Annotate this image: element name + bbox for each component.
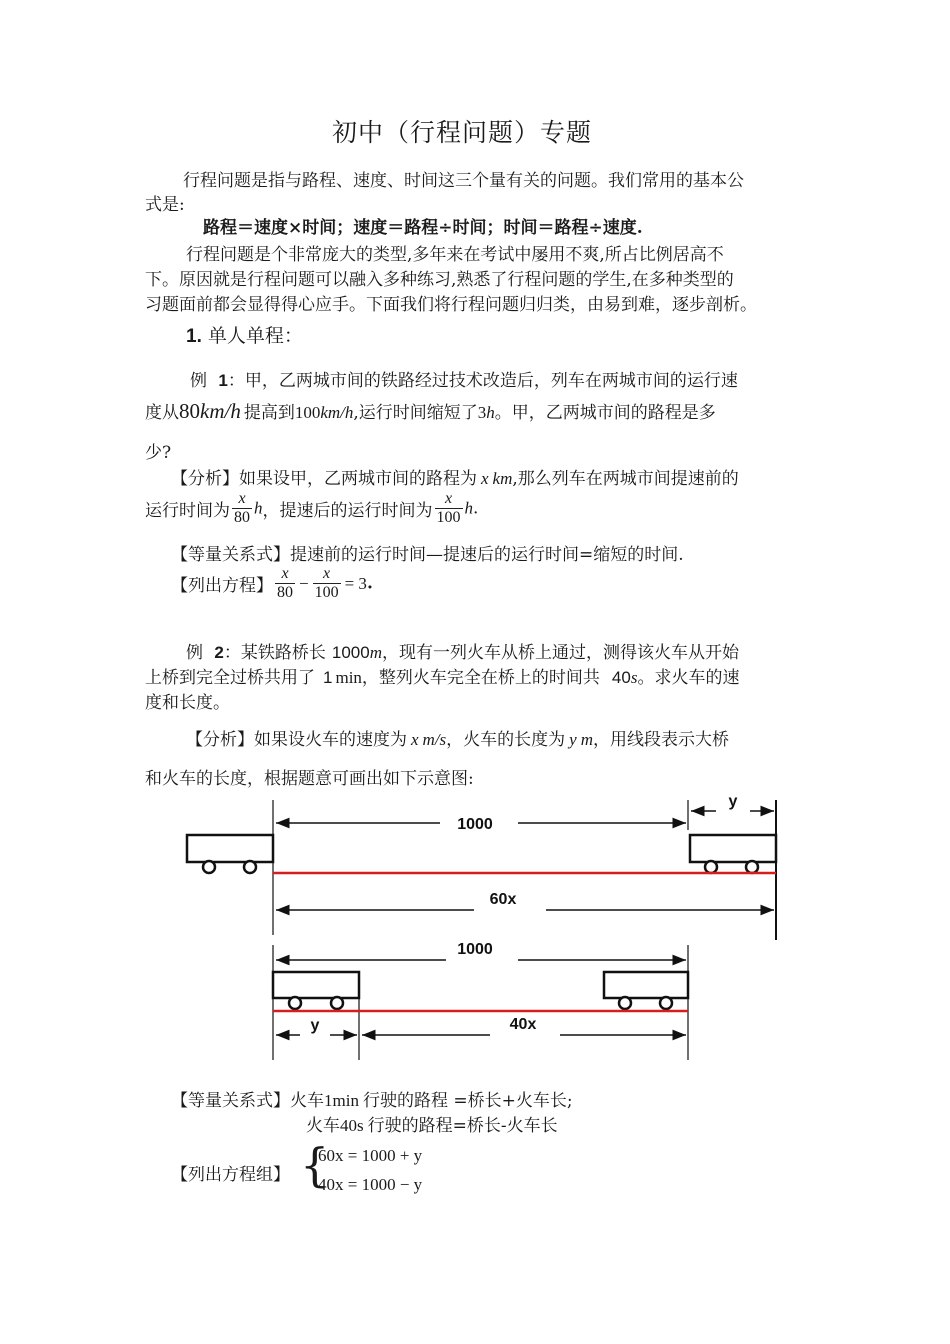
label-60x: 60x	[489, 891, 517, 908]
fraction-x-over-100: $\frac{x}{100}$	[436, 490, 461, 526]
example1-analysis-line2: 运行时间为 $\frac{x}{80}$ h，提速后的运行时间为 $\frac{x}{100}$ h.	[145, 490, 479, 526]
total-time: 1	[323, 668, 333, 687]
on-bridge-time: 40	[611, 668, 631, 687]
example-label: 例	[190, 371, 207, 391]
unit-m: m	[580, 730, 593, 749]
example1-relation: 【等量关系式】提速前的运行时间—提速后的运行时间=缩短的时间.	[171, 545, 684, 565]
bridge-length: 1000	[331, 643, 370, 662]
example1-line2: 度从80km/h 提高到100km/h,运行时间缩短了3h。甲，乙两城市间的路程是多	[145, 399, 716, 423]
fraction-x-over-100: $\frac{x}{100}$	[314, 565, 339, 601]
example2-line2: 上桥到完全过桥共用了 1 min，整列火车完全在桥上的时间共 40s。求火车的速	[145, 668, 740, 688]
unit-kmh: km/h	[320, 403, 354, 422]
system-tag: 【列出方程组】	[171, 1165, 290, 1185]
example-number: 2	[214, 643, 224, 662]
example1-analysis-line1: 【分析】如果设甲，乙两城市间的路程为 x km,那么列车在两城市间提速前的	[171, 469, 739, 489]
example1-equation: 【列出方程】 $\frac{x}{80}$ − $\frac{x}{100}$ = 3.	[171, 565, 373, 601]
var-x: x	[481, 469, 489, 488]
fraction-x-over-80: $\frac{x}{80}$	[234, 490, 250, 526]
example2-analysis-line1: 【分析】如果设火车的速度为 x m/s，火车的长度为 y m，用线段表示大桥	[186, 730, 729, 750]
relation-tag: 【等量关系式】	[171, 1091, 290, 1111]
example1-line3: 少?	[145, 443, 172, 463]
intro-p2-line3: 习题面前都会显得得心应手。下面我们将行程问题归归类，由易到难，逐步剖析。	[145, 295, 757, 315]
analysis-tag: 【分析】	[186, 730, 254, 750]
unit-km: km	[492, 469, 513, 488]
example2-line1: 例 2：某铁路桥长 1000m，现有一列火车从桥上通过，测得该火车从开始	[186, 643, 739, 663]
intro-p1-line2: 式是:	[145, 195, 185, 215]
example2-relation-line1: 【等量关系式】火车1min 行驶的路程 =桥长+火车长;	[171, 1091, 573, 1111]
relation-tag: 【等量关系式】	[171, 545, 290, 565]
intro-p1-line1: 行程问题是指与路程、速度、时间这三个量有关的问题。我们常用的基本公	[183, 171, 744, 191]
unit-kmh: km/h	[200, 399, 241, 423]
speed-after: 100	[294, 403, 321, 422]
var-y: y	[569, 730, 577, 749]
label-1000: 1000	[457, 816, 493, 833]
brace-icon: {	[300, 1138, 330, 1192]
unit-s: s	[630, 668, 638, 687]
example-label: 例	[186, 643, 203, 663]
analysis-tag: 【分析】	[171, 469, 239, 489]
page-title: 初中（行程问题）专题	[332, 118, 593, 147]
section-title: 单人单程：	[207, 325, 303, 347]
unit-h: h	[486, 403, 495, 422]
system-equation-2: 40x = 1000 − y	[318, 1175, 423, 1194]
section-number: 1.	[186, 326, 202, 347]
label-y: y	[728, 793, 738, 810]
label-40x: 40x	[509, 1016, 537, 1033]
var-x: x	[411, 730, 419, 749]
unit-ms: m/s	[422, 730, 447, 749]
example-number: 1	[218, 371, 228, 390]
unit-m: m	[369, 643, 382, 662]
diagram-bottom	[273, 941, 688, 1060]
train-icon	[273, 972, 359, 1009]
example2-analysis-line2: 和火车的长度，根据题意可画出如下示意图:	[145, 769, 474, 789]
example2-line3: 度和长度。	[145, 693, 230, 713]
time-saved: 3	[477, 403, 487, 422]
example1-text: ：甲，乙两城市间的铁路经过技术改造后，列车在两城市间的运行速	[227, 371, 738, 391]
fraction-x-over-80: $\frac{x}{80}$	[277, 565, 293, 601]
system-equation-1: 60x = 1000 + y	[318, 1146, 423, 1165]
label-y: y	[310, 1017, 320, 1034]
train-icon	[187, 835, 273, 873]
intro-p2-line1: 行程问题是个非常庞大的类型,多年来在考试中屡用不爽,所占比例居高不	[186, 245, 724, 265]
intro-p2-line2: 下。原因就是行程问题可以融入多种练习,熟悉了行程问题的学生,在多种类型的	[145, 270, 734, 290]
example2-relation-line2: 火车40s 行驶的路程=桥长-火车长	[306, 1116, 558, 1136]
train-icon	[690, 835, 776, 873]
unit-min: min	[335, 668, 362, 687]
train-icon	[604, 972, 688, 1009]
equation-tag: 【列出方程】	[171, 576, 273, 596]
diagram-top	[187, 793, 776, 940]
label-1000: 1000	[457, 941, 493, 958]
speed-before: 80	[179, 399, 200, 423]
basic-formula: 路程＝速度×时间；速度＝路程÷时间；时间＝路程÷速度.	[203, 218, 643, 238]
